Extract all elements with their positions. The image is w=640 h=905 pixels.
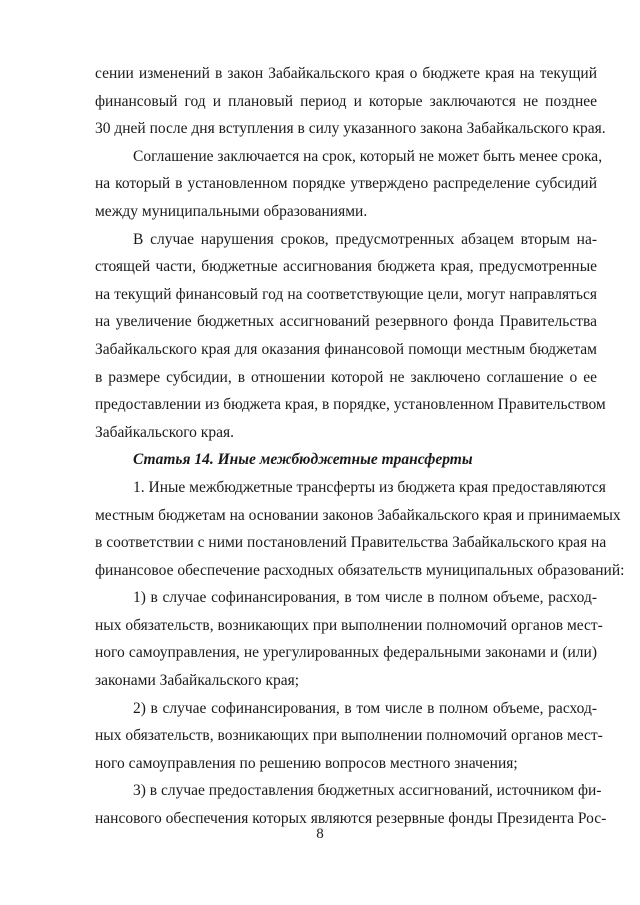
- text-line: сении изменений в закон Забайкальского края о бюджете края на текущий: [95, 65, 597, 82]
- text-line: стоящей части, бюджетные ассигнования бюджета края, предусмотренные: [95, 258, 597, 276]
- text-line: законами Забайкальского края;: [95, 672, 300, 690]
- text-line: Забайкальского края.: [95, 423, 234, 441]
- text-line: 1. Иные межбюджетные трансферты из бюджета края предоставляются: [133, 478, 606, 496]
- text-line: предоставлении из бюджета края, в порядке, установленном Правительством: [95, 396, 606, 414]
- text-line: нансового обеспечения которых являются резервные фонды Президента Рос-: [95, 810, 607, 828]
- text-line: между муниципальными образованиями.: [95, 202, 368, 220]
- text-line: финансовый год и плановый период и которые заключаются не позднее: [95, 92, 597, 110]
- text-line: на увеличение бюджетных ассигнований резервного фонда Правительства: [95, 313, 597, 331]
- text-line: 2) в случае софинансирования, в том числе в полном объеме, расход-: [133, 699, 597, 717]
- text-line: местным бюджетам на основании законов Забайкальского края и принимаемых: [95, 506, 621, 524]
- text-line: 30 дней после дня вступления в силу указанного закона Забайкальского края.: [95, 120, 606, 138]
- text-line: в размере субсидии, в отношении которой не заключено соглашение о ее: [95, 368, 597, 386]
- text-line: финансовое обеспечение расходных обязательств муниципальных образований:: [95, 561, 625, 579]
- text-line: Соглашение заключается на срок, который не может быть менее срока,: [133, 147, 603, 165]
- text-line: ного самоуправления по решению вопросов местного значения;: [95, 754, 518, 772]
- document-body: [95, 60, 625, 833]
- text-line: Забайкальского края для оказания финансовой помощи местным бюджетам: [95, 340, 597, 358]
- page-number: 8: [316, 826, 324, 842]
- text-line: в соответствии с ними постановлений Правительства Забайкальского края на: [95, 534, 607, 552]
- text-line: на который в установленном порядке утверждено распределение субсидий: [95, 175, 597, 193]
- text-line: ных обязательств, возникающих при выполнении полномочий органов мест-: [95, 727, 603, 745]
- text-line: ного самоуправления, не урегулированных федеральными законами и (или): [95, 644, 597, 662]
- text-line: на текущий финансовый год на соответствующие цели, могут направляться: [95, 285, 597, 303]
- article-heading: Статья 14. Иные межбюджетные трансферты: [133, 451, 473, 469]
- text-line: ных обязательств, возникающих при выполнении полномочий органов мест-: [95, 616, 603, 634]
- text-line: 1) в случае софинансирования, в том числе в полном объеме, расход-: [133, 589, 597, 607]
- text-line: В случае нарушения сроков, предусмотренных абзацем вторым на-: [133, 230, 597, 248]
- text-line: 3) в случае предоставления бюджетных ассигнований, источником фи-: [133, 782, 602, 800]
